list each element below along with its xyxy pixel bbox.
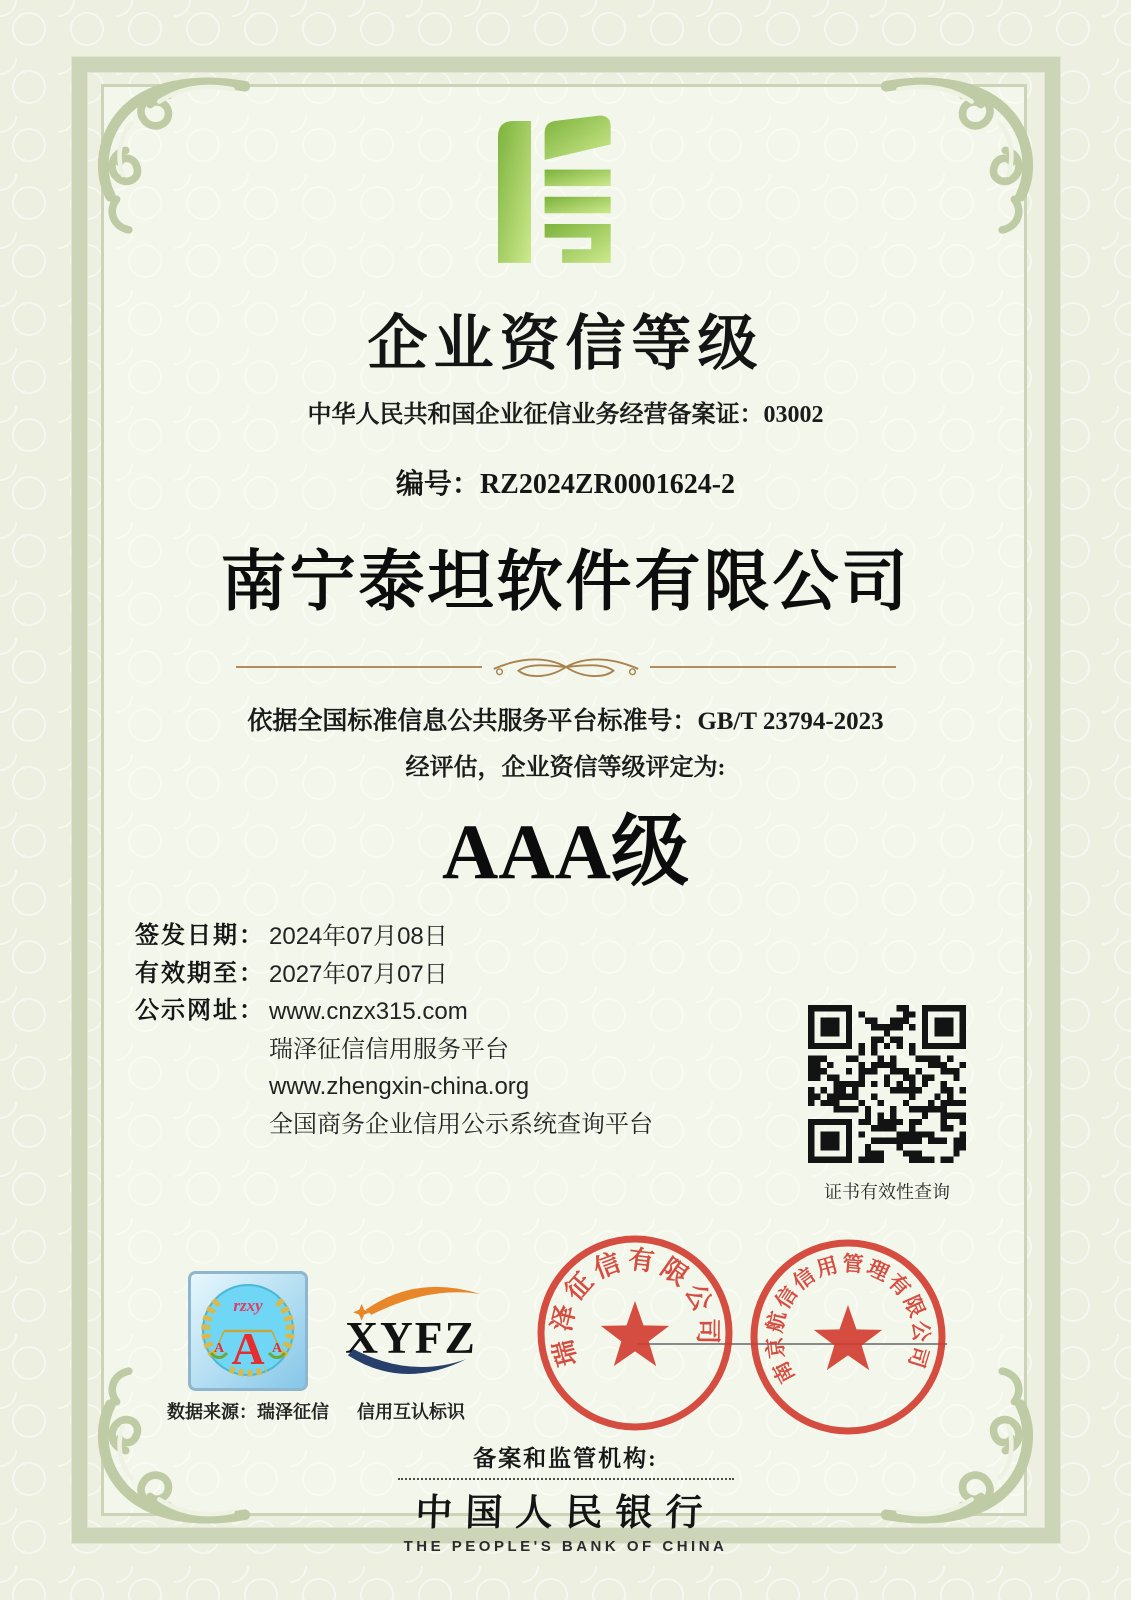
pan-letter-right: A [271, 1341, 283, 1356]
issue-date-label: 签发日期： [135, 923, 265, 949]
left-seal-ruize [541, 1239, 729, 1427]
credit-xin-logo-icon [498, 114, 634, 264]
pan-letter-left: A [213, 1341, 225, 1356]
company-seals [533, 1230, 957, 1440]
xyfz-caption: 信用互认标识 [357, 1402, 465, 1422]
company-name: 南宁泰坦软件有限公司 [220, 546, 911, 619]
qr-caption: 证书有效性查询 [824, 1182, 950, 1202]
xyfz-mutual-recognition-badge [332, 1274, 490, 1388]
detail-row-public-site [135, 993, 653, 1031]
platform-name-1: 瑞泽征信信用服务平台 [269, 1035, 509, 1063]
dotted-separator [398, 1478, 734, 1480]
right-seal-hangxin [754, 1243, 942, 1431]
serial-number-line [0, 462, 1131, 502]
valid-until-label: 有效期至： [135, 960, 265, 987]
rating-letter-a: A [231, 1323, 265, 1374]
bank-name-english: THE PEOPLE'S BANK OF CHINA [403, 1538, 728, 1555]
certificate-title: 企业资信等级 [367, 311, 764, 377]
public-site-label: 公示网址： [135, 998, 265, 1024]
detail-row-platform-3 [135, 1106, 653, 1144]
certificate-details [135, 918, 653, 1143]
credit-rating-value: AAA级 [442, 808, 689, 895]
xyfz-wordmark: XYFZ [345, 1313, 477, 1364]
public-site-url: www.cnzx315.com [269, 998, 468, 1025]
detail-row-issue-date [135, 918, 653, 956]
platform-url-2: www.zhengxin-china.org [269, 1073, 530, 1100]
divider-scroll-icon [490, 645, 642, 689]
standard-basis-line: 依据全国标准信息公共服务平台标准号：GB/T 23794-2023 [247, 708, 884, 735]
issue-date-value: 2024年07月08日 [269, 923, 448, 950]
qr-block [808, 1005, 966, 1204]
valid-until-value: 2027年07月07日 [269, 960, 448, 988]
detail-row-platform-2 [135, 1068, 653, 1106]
divider-line-left [236, 666, 482, 668]
star-icon [814, 1305, 882, 1370]
right-seal-text: 南京航信信用管理有限公司 [762, 1251, 934, 1388]
divider-line-right [650, 666, 896, 668]
orange-swoosh-icon [366, 1287, 481, 1315]
assessment-line: 经评估，企业资信等级评定为: [405, 755, 726, 781]
qr-code [808, 1005, 966, 1163]
ornamental-divider [236, 645, 896, 689]
star-icon [601, 1301, 669, 1366]
detail-row-valid-until [135, 956, 653, 994]
detail-row-platform-1 [135, 1031, 653, 1069]
serial-label: 编号： [395, 469, 480, 500]
rzxy-caption: 数据来源：瑞泽征信 [167, 1402, 329, 1422]
rzxy-script-text: rzxy [233, 1296, 263, 1315]
left-seal-text: 瑞泽征信有限公司 [546, 1244, 723, 1370]
bank-name-chinese: 中国人民银行 [414, 1493, 717, 1534]
regulator-footer [0, 1440, 1131, 1555]
serial-value: RZ2024ZR0001624-2 [479, 469, 736, 500]
platform-name-3: 全国商务企业信用公示系统查询平台 [269, 1110, 653, 1138]
regulator-label: 备案和监管机构: [473, 1446, 658, 1471]
rzxy-data-source-badge [188, 1271, 308, 1391]
filing-registration-line: 中华人民共和国企业征信业务经营备案证：03002 [307, 402, 824, 428]
